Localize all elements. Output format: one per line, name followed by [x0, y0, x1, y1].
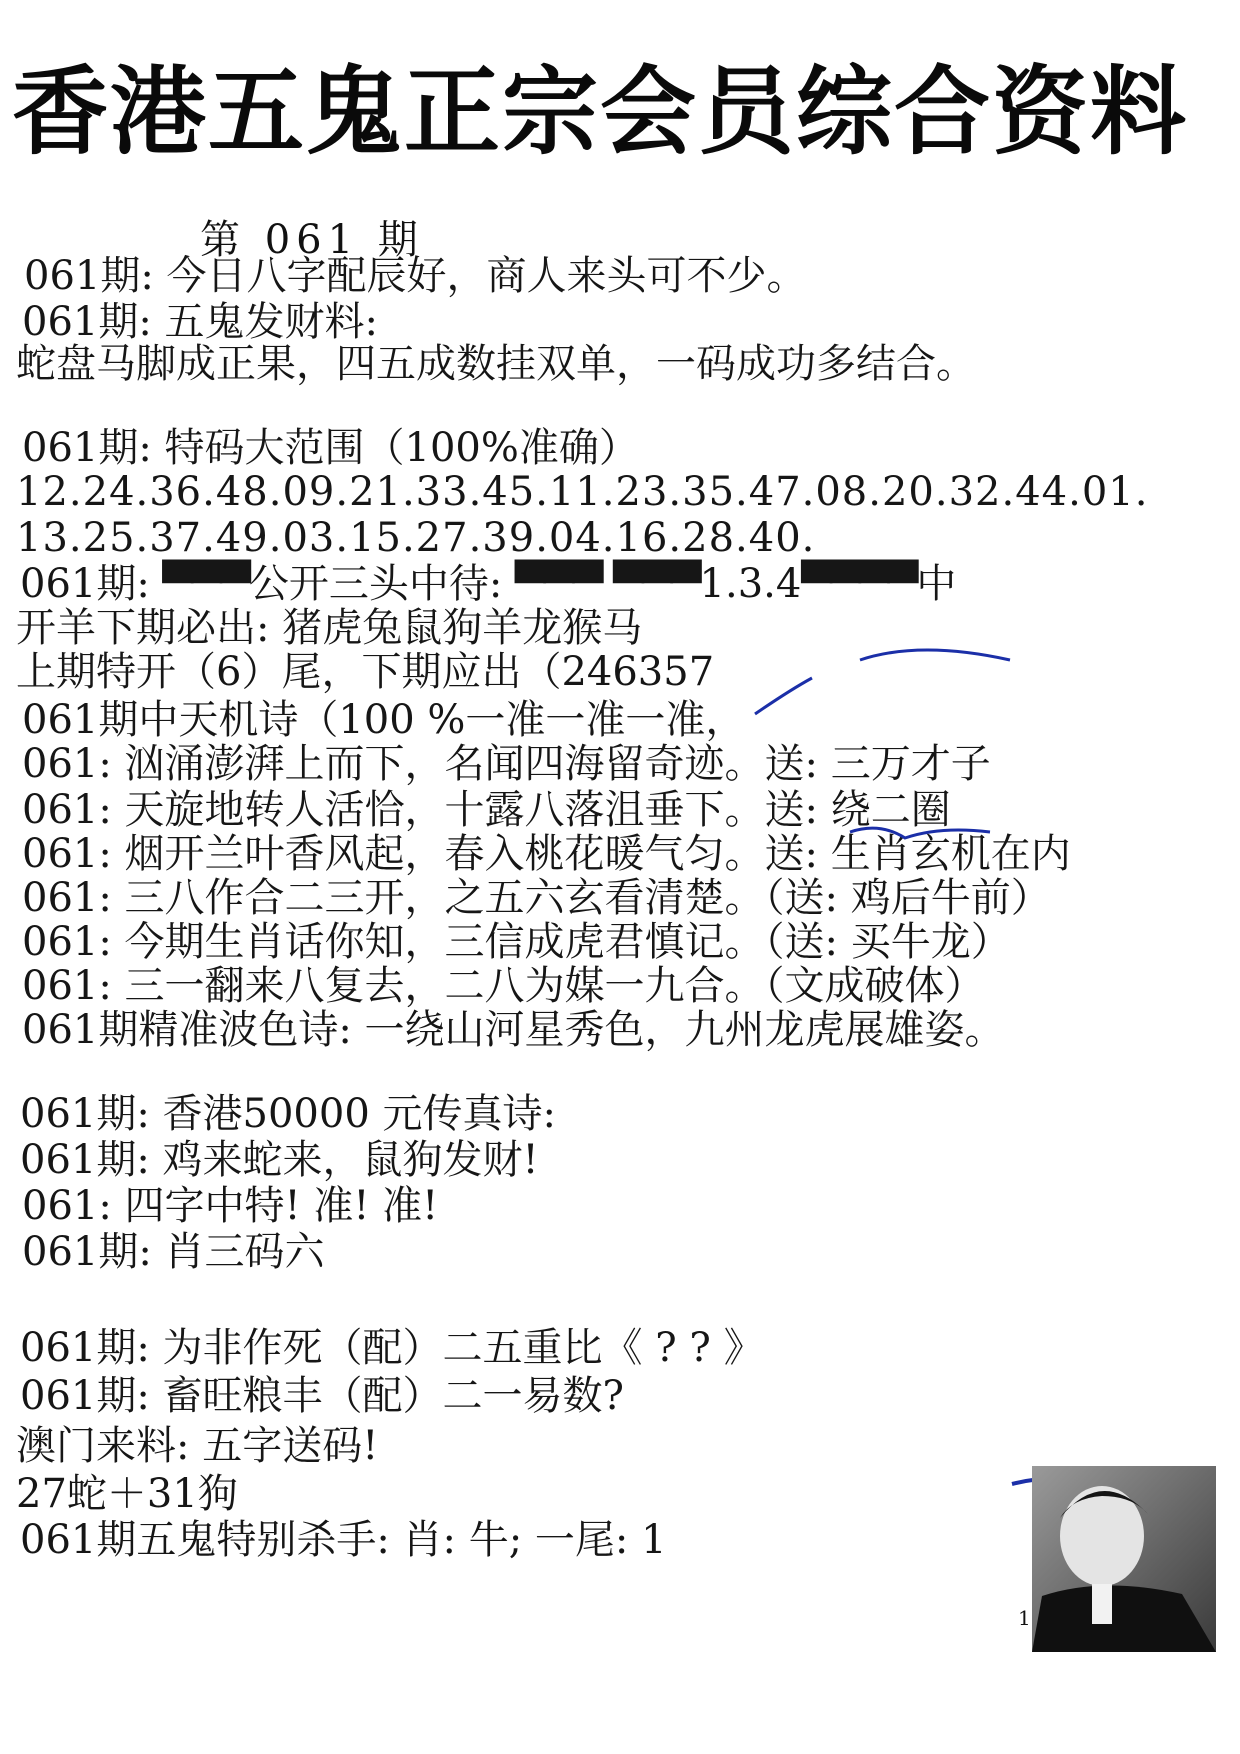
line-12: 061: 天旋地转人活恰，十露八落沮垂下。送: 绕二圈 — [22, 787, 951, 833]
line-17: 061期精准波色诗: 一绕山河星秀色，九州龙虎展雄姿。 — [22, 1007, 1005, 1053]
line-7-numbers: 1.3.4 — [699, 561, 802, 607]
portrait-photo — [1032, 1466, 1216, 1652]
photo-label: 1 — [1018, 1606, 1031, 1630]
line-26: 061期五鬼特别杀手: 肖: 牛; 一尾: 1 — [20, 1517, 667, 1563]
line-7 — [20, 560, 956, 608]
line-11: 061: 汹涌澎湃上而下，名闻四海留奇迹。送: 三万才子 — [22, 741, 991, 787]
line-9: 上期特开（6）尾，下期应出（246357 — [16, 649, 715, 695]
issue-number: 第 061 期 — [200, 217, 424, 263]
line-21: 061期: 肖三码六 — [22, 1229, 325, 1275]
line-1: 061期: 今日八字配辰好，商人来头可不少。 — [24, 253, 807, 299]
line-25: 27蛇＋31狗 — [16, 1471, 238, 1517]
line-14: 061: 三八作合二三开，之五六玄看清楚。（送: 鸡后牛前） — [22, 875, 1051, 921]
line-23: 061期: 畜旺粮丰（配）二一易数? — [20, 1373, 624, 1419]
pen-curve-mark — [755, 678, 812, 714]
page-title: 香港五鬼正宗会员综合资料 — [12, 56, 1188, 168]
line-8: 开羊下期必出: 猪虎兔鼠狗羊龙猴马 — [16, 605, 643, 651]
line-10: 061期中天机诗（100 %一准一准一准， — [22, 697, 746, 743]
line-16: 061: 三一翻来八复去，二八为媒一九合。（文成破体） — [22, 963, 985, 1009]
line-7-suffix: 中 — [916, 561, 957, 607]
line-2: 061期: 五鬼发财料: — [22, 299, 379, 345]
portrait-image — [1032, 1466, 1216, 1652]
line-19: 061期: 鸡来蛇来，鼠狗发财! — [20, 1137, 539, 1183]
redaction-bars-1: ▀▀▀ — [162, 560, 249, 607]
line-6: 13.25.37.49.03.15.27.39.04.16.28.40. — [16, 515, 816, 561]
line-3: 蛇盘马脚成正果，四五成数挂双单，一码成功多结合。 — [16, 341, 976, 387]
line-18: 061期: 香港50000 元传真诗: — [20, 1091, 556, 1137]
pen-underline-mark — [860, 650, 1010, 660]
line-13: 061: 烟开兰叶香风起，春入桃花暖气匀。送: 生肖玄机在内 — [22, 831, 1071, 877]
line-22: 061期: 为非作死（配）二五重比《 ? ? 》 — [20, 1325, 764, 1371]
line-20: 061: 四字中特! 准! 准! — [22, 1183, 439, 1229]
line-24: 澳门来料: 五字送码! — [16, 1423, 379, 1469]
line-7-prefix: 061期: — [20, 561, 163, 607]
redaction-bars-2: ▀▀▀ ▀▀▀ — [515, 560, 700, 607]
line-5: 12.24.36.48.09.21.33.45.11.23.35.47.08.20.32.44.01. — [16, 469, 1149, 515]
line-7-text: 公开三头中待: — [248, 561, 503, 607]
redaction-bars-3: ▀▀▀▀ — [801, 560, 917, 607]
line-15: 061: 今期生肖话你知，三信成虎君慎记。（送: 买牛龙） — [22, 919, 1011, 965]
line-4: 061期: 特码大范围（100%准确） — [22, 425, 639, 471]
